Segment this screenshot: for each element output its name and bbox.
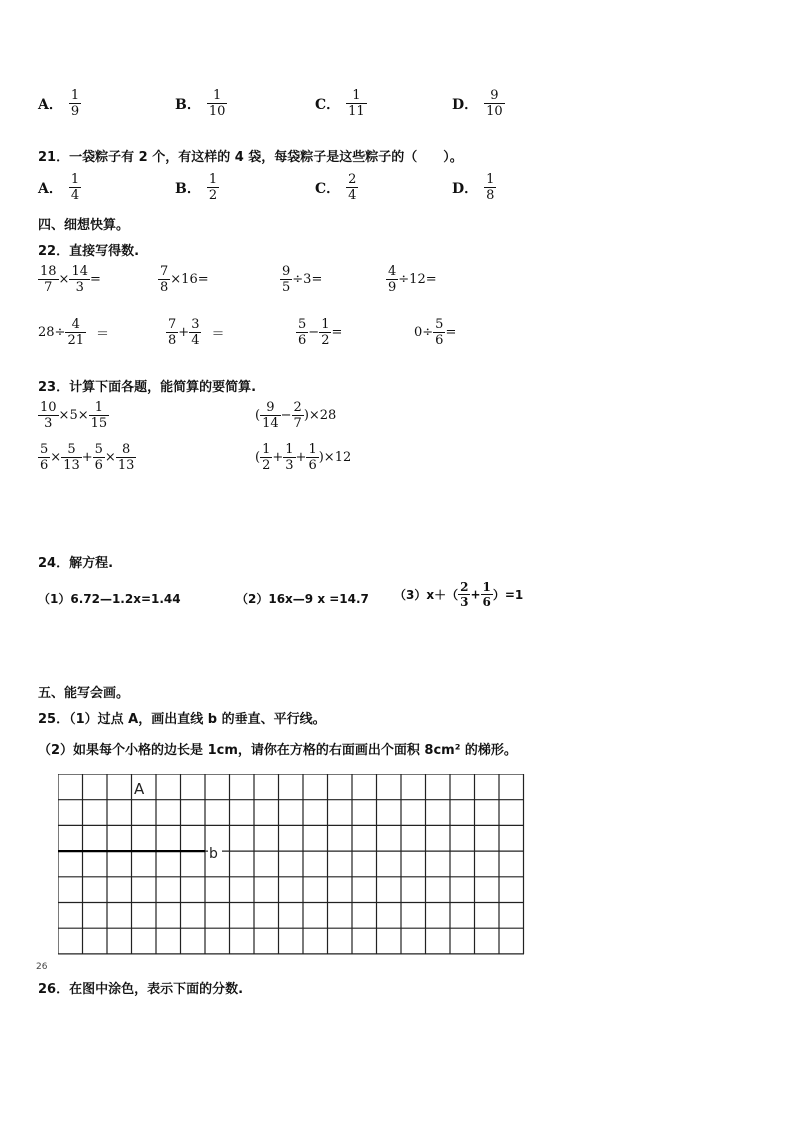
q23-title: 23．计算下面各题，能简算的要简算.	[38, 380, 257, 395]
q23-problem-2: ( $\frac{9}{14}$ − $\frac{2}{7}$ )×28	[255, 400, 337, 431]
section-5-heading: 五、能写会画。	[38, 686, 130, 701]
q20-option-b: B． $\frac{1}{10}$	[175, 88, 226, 119]
q23-problem-1: $\frac{10}{3}$ ×5× $\frac{1}{15}$	[40, 400, 108, 431]
q20-option-a: A． $\frac{1}{9}$	[38, 88, 80, 119]
q24-equation-1: （1）6.72—1.2x=1.44	[38, 592, 181, 606]
q26-text: 26．在图中涂色，表示下面的分数.	[38, 982, 244, 997]
point-a-label: A	[134, 780, 145, 798]
q25-part-2: （2）如果每个小格的边长是 1cm，请你在方格的右面画出个面积 8cm² 的梯形。	[38, 743, 517, 758]
q23-problem-3: $\frac{5}{6}$ × $\frac{5}{13}$ + $\frac{5}{6}$ × $\frac{8}{13}$	[40, 442, 135, 473]
q24-equation-2: （2）16x—9 x =14.7	[236, 592, 369, 606]
q21-option-c: C． $\frac{2}{4}$	[315, 172, 357, 203]
q22-expr-4: $\frac{4}{9}$ ÷12=	[388, 264, 437, 295]
q22-expr-5: 28÷ $\frac{4}{21}$ ＝	[38, 317, 109, 348]
q20-option-d: D． $\frac{9}{10}$	[452, 88, 503, 119]
q22-expr-1: $\frac{18}{7}$ × $\frac{14}{3}$ =	[40, 264, 101, 295]
grid-lines	[58, 774, 524, 954]
q23-problem-4: ( $\frac{1}{2}$ + $\frac{1}{3}$ + $\frac{1}{6}$ )×12	[255, 442, 352, 473]
q22-expr-8: 0÷ $\frac{5}{6}$ =	[414, 317, 457, 348]
q25-part-1: 25．（1）过点 A，画出直线 b 的垂直、平行线。	[38, 712, 326, 727]
q24-title: 24．解方程.	[38, 556, 114, 571]
line-b-label: b	[209, 846, 218, 862]
q24-equation-3: （3）x＋（ $\frac{2}{3}$ + $\frac{1}{6}$ ）=1	[394, 580, 524, 609]
page-marker: 26	[36, 962, 48, 972]
q21-option-a: A． $\frac{1}{4}$	[38, 172, 80, 203]
q22-expr-2: $\frac{7}{8}$ ×16=	[160, 264, 209, 295]
q22-expr-3: $\frac{9}{5}$ ÷3=	[282, 264, 323, 295]
square-grid	[58, 774, 528, 956]
q21-option-b: B． $\frac{1}{2}$	[175, 172, 218, 203]
section-4-heading: 四、细想快算。	[38, 218, 130, 233]
q21-text: 21．一袋粽子有 2 个，有这样的 4 袋，每袋粽子是这些粽子的（ ）。	[38, 150, 463, 165]
q22-title: 22．直接写得数.	[38, 244, 140, 259]
q20-option-c: C． $\frac{1}{11}$	[315, 88, 365, 119]
q21-option-d: D． $\frac{1}{8}$	[452, 172, 495, 203]
q22-expr-6: $\frac{7}{8}$ + $\frac{3}{4}$ ＝	[168, 317, 225, 348]
q22-expr-7: $\frac{5}{6}$ − $\frac{1}{2}$ =	[298, 317, 343, 348]
